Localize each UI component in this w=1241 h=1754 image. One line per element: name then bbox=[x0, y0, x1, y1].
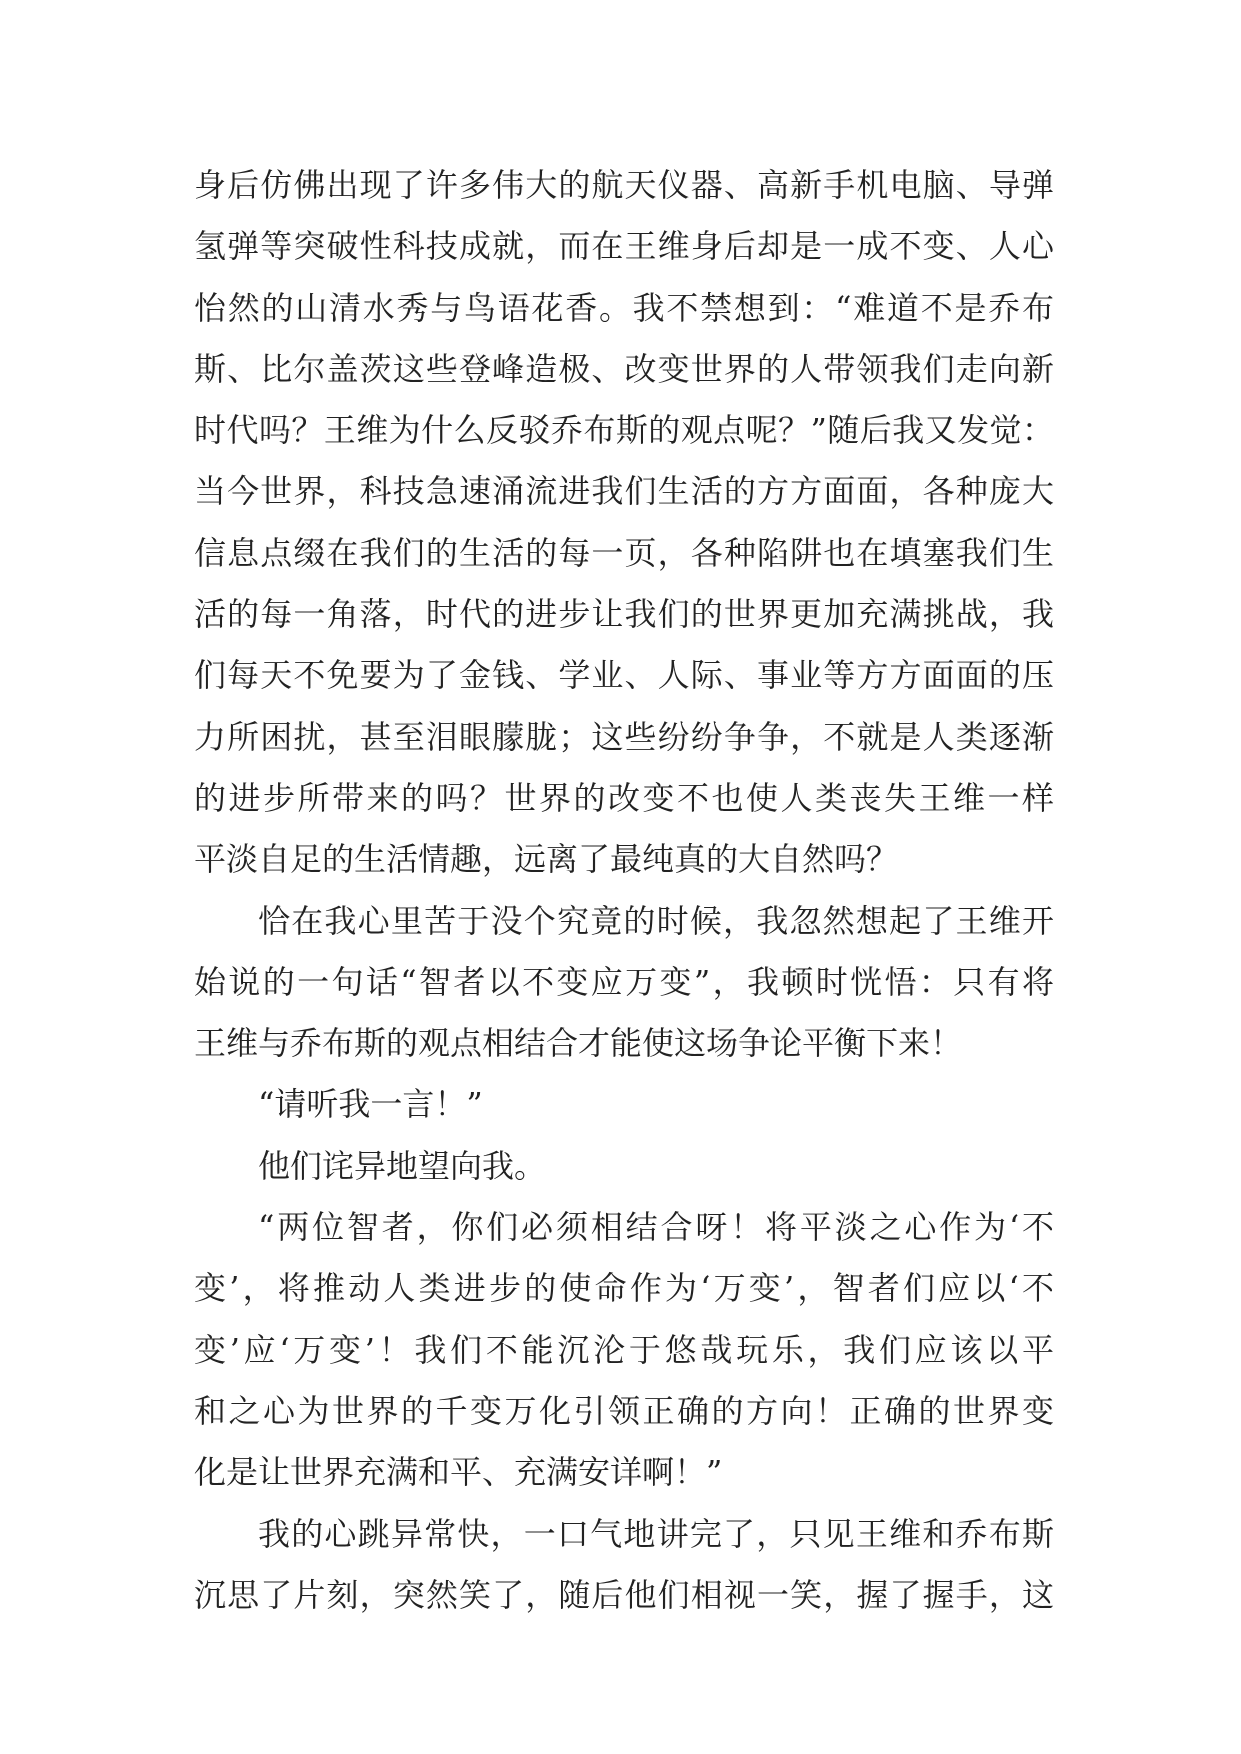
text-line: 斯、比尔盖茨这些登峰造极、改变世界的人带领我们走向新 bbox=[194, 349, 1054, 388]
paragraph bbox=[194, 1074, 1054, 1135]
text-line: 信息点缀在我们的生活的每一页，各种陷阱也在填塞我们生 bbox=[194, 533, 1054, 572]
text-line: 恰在我心里苦于没个究竟的时候，我忽然想起了王维开 bbox=[258, 901, 1054, 940]
text-line: 他们诧异地望向我。 bbox=[258, 1146, 547, 1185]
text-line: 化是让世界充满和平、充满安详啊！” bbox=[194, 1453, 723, 1492]
text-line: 沉思了片刻，突然笑了，随后他们相视一笑，握了握手，这 bbox=[194, 1575, 1054, 1614]
paragraph bbox=[194, 1136, 1054, 1197]
text-line: 身后仿佛出现了许多伟大的航天仪器、高新手机电脑、导弹 bbox=[194, 166, 1054, 204]
text-line: 力所困扰，甚至泪眼朦胧；这些纷纷争争，不就是人类逐渐 bbox=[194, 717, 1054, 756]
text-line: 的进步所带来的吗？世界的改变不也使人类丧失王维一样 bbox=[194, 778, 1054, 817]
text-line: 我的心跳异常快，一口气地讲完了，只见王维和乔布斯 bbox=[258, 1514, 1054, 1553]
text-line: 怡然的山清水秀与鸟语花香。我不禁想到：“难道不是乔布 bbox=[194, 288, 1054, 327]
text-line: 和之心为世界的千变万化引领正确的方向！正确的世界变 bbox=[194, 1391, 1054, 1430]
text-line: 变’应‘万变’！我们不能沉沦于悠哉玩乐，我们应该以平 bbox=[194, 1330, 1054, 1369]
text-line: 氢弹等突破性科技成就，而在王维身后却是一成不变、人心 bbox=[194, 227, 1054, 266]
text-line: “请听我一言！” bbox=[258, 1085, 483, 1124]
text-line: 变’，将推动人类进步的使命作为‘万变’，智者们应以‘不 bbox=[194, 1269, 1054, 1308]
text-line: 们每天不免要为了金钱、学业、人际、事业等方方面面的压 bbox=[194, 656, 1054, 695]
text-line: 平淡自足的生活情趣，远离了最纯真的大自然吗？ bbox=[194, 840, 899, 879]
paragraph bbox=[194, 155, 1054, 891]
paragraph bbox=[194, 1197, 1054, 1503]
paragraph bbox=[194, 1504, 1054, 1627]
text-line: 始说的一句话“智者以不变应万变”，我顿时恍悟：只有将 bbox=[194, 962, 1054, 1001]
text-line: 当今世界，科技急速涌流进我们生活的方方面面，各种庞大 bbox=[194, 472, 1054, 511]
text-line: 王维与乔布斯的观点相结合才能使这场争论平衡下来！ bbox=[194, 1024, 963, 1063]
text-line: 时代吗？王维为什么反驳乔布斯的观点呢？”随后我又发觉： bbox=[194, 411, 1054, 450]
text-line: “两位智者，你们必须相结合呀！将平淡之心作为‘不 bbox=[258, 1208, 1054, 1247]
paragraph bbox=[194, 891, 1054, 1075]
body-text bbox=[194, 155, 1054, 1626]
text-line: 活的每一角落，时代的进步让我们的世界更加充满挑战，我 bbox=[194, 595, 1054, 634]
